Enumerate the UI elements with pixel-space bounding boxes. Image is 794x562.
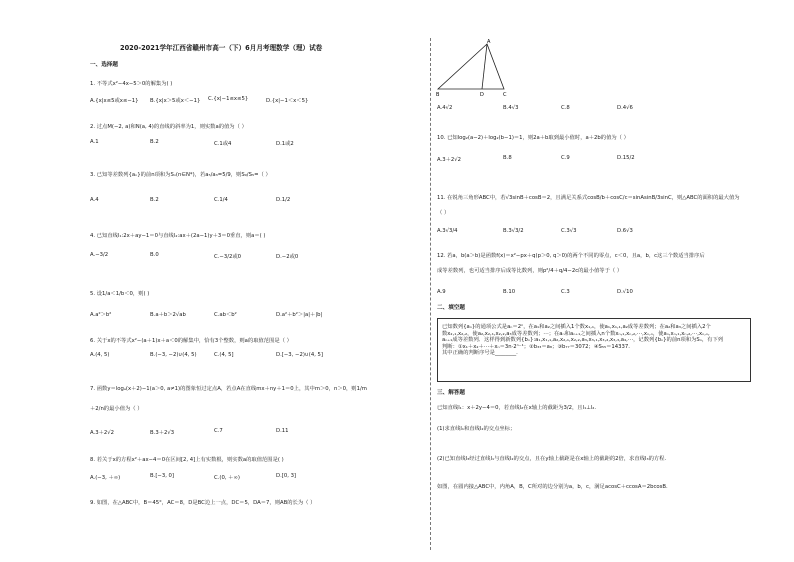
segment-ad [482,44,487,89]
section-fill: 二、填空题 [437,305,465,311]
option-a: A.3＋2√2 [437,157,461,163]
option-c: C.{x|−1≤x≤5} [208,96,249,102]
option-c: C.−3/2或0 [214,254,242,260]
option-d: D.{x|−1＜x＜5} [266,98,309,104]
option-a: A.4√2 [437,105,453,111]
option-c: C.(4, 5] [214,352,234,358]
option-d: D.a²＋b²＞|a|＋|b| [276,312,323,318]
question-11: 11. 在锐角三角形ABC中，若√3sinB＋cosB＝2，且满足关系式cosB/b＋cosC/c＝sinAsinB/3sinC，则△ABC的面积的最大值为 [437,195,740,201]
option-d: D.11 [276,428,289,434]
box-line-1: 已知数列{aₙ}的通项公式是aₙ＝2ⁿ，在a₁和a₂之间插入1个数x₁,₁，使a₁,x₁,₁,a₂成等差数列；在a₂和a₃之间插入2个 [442,324,711,330]
option-b: B.[−3, 0] [150,473,174,479]
option-c: C.7 [214,428,223,434]
option-a: A.(4, 5) [90,352,110,358]
page-title: 2020-2021学年江西省赣州市高一（下）6月月考理数学（理）试卷 [120,44,323,52]
option-b: B.4√3 [503,105,519,111]
triangle-abc [438,44,504,89]
option-d: D.6√3 [617,228,633,234]
option-d: D.[0, 3] [276,473,297,479]
box-line-3: aₙ₊₁成等差数列．这样得到新数列{bₙ}:a₁,x₁,₁,a₂,x₂,₁,x₂,₂,a₃,x₃,₁,x₃,₂,x₃,₃,a₄,⋯，记数列{bₙ}的前n项和为Sₙ，有下列 [442,337,724,344]
question-12: 12. 若a，b(a＞b)是函数f(x)＝x²−px＋q(p＞0, q＞0)的两个不同的零点，c＜0，且a，b，c这三个数适当排序后 [437,253,705,259]
box-line-5: 其中正确的判断序号是________. [442,350,518,357]
question-12-cont: 成等差数列，也可适当排序后成等比数列，则p²/4＋q/4−2c的最小值等于（ ） [437,268,623,274]
option-d: D.√10 [617,289,633,295]
question-7: 7. 函数y＝logₐ(x＋2)−1(a＞0, a≠1)的图象恒过定点A，若点A在直线mx＋ny＋1＝0上，其中m＞0，n＞0，则1/m [90,386,367,392]
section-choice: 一、选择题 [90,62,118,68]
question-13: 已知直线l₁：x＋2y−4＝0，若直线l₂在x轴上的截距为3/2，且l₁⊥l₂. [437,405,597,411]
question-14: 如图，在圆内接△ABC中，内角A，B，C所对的边分别为a，b，c，满足acosC＋ccosA＝2bcosB. [437,484,668,490]
question-10: 10. 已知log₂(a−2)＋log₂(b−1)＝1，则2a＋b取到最小值时，a＋2b的值为（ ） [437,135,629,141]
option-c: C.3√3 [561,228,577,234]
option-a: A.1 [90,139,99,145]
option-a: A.(−3, ＋∞) [90,475,121,481]
label-d: D [480,92,484,98]
fill-question-box [437,318,751,382]
question-8: 8. 若关于x的方程x²＋ax−4＝0在区间[2, 4]上有实数根，则实数a的取值范围是( ) [90,457,284,463]
question-13-part-1: (1)求直线l₁和直线l₂的交点坐标； [437,426,516,432]
option-b: B.3√3/2 [503,228,524,234]
question-1: 1. 不等式x²−4x−5＞0的解集为( ) [90,81,173,87]
question-6: 6. 关于x的不等式x²−(a＋1)x＋a＜0的解集中，恰有3个整数，则a的取值范围是（ ） [90,338,292,344]
label-c: C [503,92,507,98]
option-d: D.4√6 [617,105,633,111]
option-c: C.ab＜b² [214,312,237,318]
option-b: B.2 [150,197,159,203]
option-b: B.a＋b＞2√ab [150,312,186,318]
question-13-part-2: (2)已知直线l₃经过直线l₁与直线l₂的交点，且在y轴上截距是在x轴上的截距的2倍，求直线l₃的方程. [437,456,667,462]
option-c: C.1或4 [214,141,232,147]
question-2: 2. 过点M(−2, a)和N(a, 4)的直线的斜率为1，则实数a的值为（ ） [90,124,247,130]
option-a: A.3√3/4 [437,228,458,234]
option-c: C.1/4 [214,197,228,203]
triangle-figure [432,38,512,98]
option-b: B.10 [503,289,516,295]
question-11-cont: （ ） [437,210,450,216]
option-a: A.4 [90,197,99,203]
column-divider [430,38,431,550]
option-d: D.1或2 [276,141,294,147]
option-c: C.3 [561,289,570,295]
option-b: B.3＋2√3 [150,430,175,436]
box-line-2: 数x₂,₁,x₂,₂，使a₂,x₂,₁,x₂,₂,a₃成等差数列；⋯；在aₙ和aₙ₊₁之间插入n个数xₙ,₁,xₙ,₂,⋯,xₙ,ₙ，使aₙ,xₙ,₁,xₙ,₂,⋯,xₙ,ₙ, [442,330,710,337]
option-a: A.3＋2√2 [90,430,114,436]
option-c: C.8 [561,105,570,111]
section-answer: 三、解答题 [437,390,465,396]
question-9: 9. 如图，在△ABC中，B＝45°，AC＝8，D是BC边上一点，DC＝5，DA＝7，则AB的长为（ ） [90,500,316,506]
option-b: B.2 [150,139,159,145]
option-d: D.15/2 [617,155,635,161]
option-c: C.(0, ＋∞) [214,475,240,481]
option-c: C.9 [561,155,570,161]
option-b: B.8 [503,155,512,161]
label-b: B [436,92,440,98]
option-b: B.0 [150,252,159,258]
question-5: 5. 设1/a＜1/b＜0，则( ) [90,291,150,297]
option-d: D.−2或0 [276,254,299,260]
question-7-cont: ＋2/n的最小值为（ ） [90,406,143,412]
option-b: B.(−3, −2)∪(4, 5) [150,352,197,358]
option-a: A.a²＞b² [90,312,112,318]
option-a: A.−3/2 [90,252,109,258]
option-a: A.9 [437,289,446,295]
question-4: 4. 已知直线l₁:2x＋ay−1＝0与直线l₂:ax＋(2a−1)y＋3＝0垂直，则a＝( ) [90,233,266,239]
question-3: 3. 已知等差数列{aₙ}的前n项和为Sₙ(n∈N*)，若a₅/a₃=5/9，则S₉/S₅=（ ） [90,172,271,178]
box-line-4: 判断：①x₁＋x₂＋⋯＋xₙ＝3n·2ⁿ⁻¹；②b₃₃＝a₈；③b₇₇＝3072；④S₅₅＝14337. [442,343,630,350]
option-b: B.{x|x＞5或x＜−1} [150,98,201,104]
option-d: D.[−3, −2)∪(4, 5] [276,352,323,358]
option-a: A.{x|x≤5或x≤−1} [90,98,139,104]
option-d: D.1/2 [276,197,291,203]
label-a: A [487,39,491,45]
